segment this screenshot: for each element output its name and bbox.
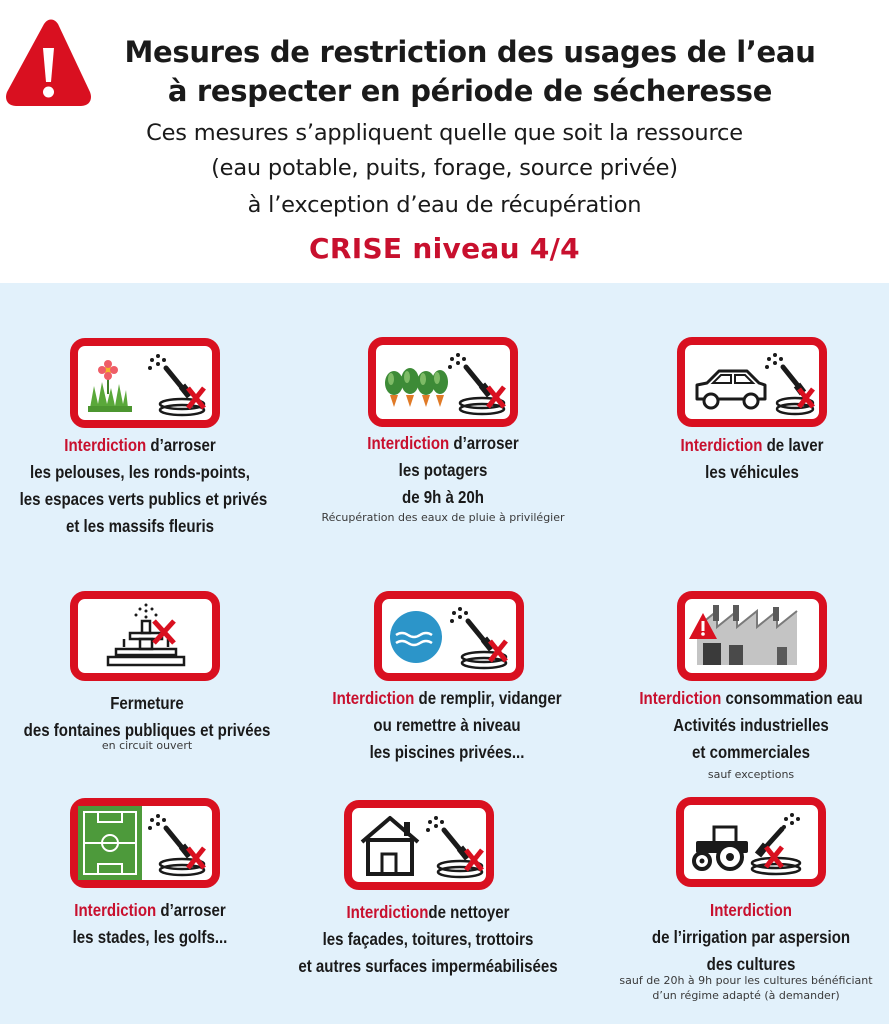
irrigation-card <box>676 797 826 887</box>
industry-note: sauf exceptions <box>707 768 795 781</box>
lawn-watering-caption: Interdiction d’arroser les pelouses, les ronds-points, les espaces verts publics et privés et les massifs fleuris <box>19 435 268 536</box>
crisis-level-heading: CRISE niveau 4/4 <box>309 232 580 265</box>
car-washing-card <box>677 337 827 427</box>
lawn-watering-card <box>70 338 220 428</box>
facade-card <box>344 800 494 890</box>
tractor-hose-icon <box>684 805 818 879</box>
vegetable-garden-card <box>368 337 518 427</box>
page-title-line1: Mesures de restriction des usages de l’eau <box>124 35 816 69</box>
irrigation-note: sauf de 20h à 9h pour les cultures bénéficiant d’un régime adapté (à demander) <box>619 974 873 1002</box>
industry-caption: Interdiction consommation eau Activités industrielles et commerciales <box>639 688 863 762</box>
subtitle-line3: à l’exception d’eau de récupération <box>247 192 642 218</box>
fountain-caption: Fermeture des fontaines publiques et privées <box>23 693 271 740</box>
pool-caption: Interdiction de remplir, vidanger ou remettre à niveau les piscines privées... <box>332 688 562 762</box>
pool-card <box>374 591 524 681</box>
football-field-hose-icon <box>78 806 212 880</box>
subtitle-line2: (eau potable, puits, forage, source privée) <box>211 155 678 181</box>
fountain-note: en circuit ouvert <box>101 739 193 752</box>
car-hose-icon <box>685 345 819 419</box>
vegetable-garden-note: Récupération des eaux de pluie à privilégier <box>321 511 565 524</box>
header <box>0 0 889 283</box>
fountain-icon <box>78 599 212 673</box>
industry-card <box>677 591 827 681</box>
car-washing-caption: Interdiction de laver les véhicules <box>680 435 824 482</box>
vegetable-garden-hose-icon <box>376 345 510 419</box>
page-title-line2: à respecter en période de sécheresse <box>167 74 773 108</box>
vegetable-garden-caption: Interdiction d’arroser les potagers de 9h à 20h <box>367 433 519 507</box>
pool-water-hose-icon <box>382 599 516 673</box>
stadium-card <box>70 798 220 888</box>
stadium-caption: Interdiction d’arroser les stades, les golfs... <box>72 900 228 947</box>
fountain-card <box>70 591 220 681</box>
subtitle-line1: Ces mesures s’appliquent quelle que soit la ressource <box>146 120 743 146</box>
facade-caption: Interdictionde nettoyer les façades, toitures, trottoirs et autres surfaces imperméabilisées <box>298 902 558 976</box>
flower-lawn-hose-icon <box>78 346 212 420</box>
house-hose-icon <box>352 808 486 882</box>
irrigation-caption: Interdiction de l’irrigation par aspersion des cultures <box>651 900 851 974</box>
factory-warning-icon <box>685 599 819 673</box>
